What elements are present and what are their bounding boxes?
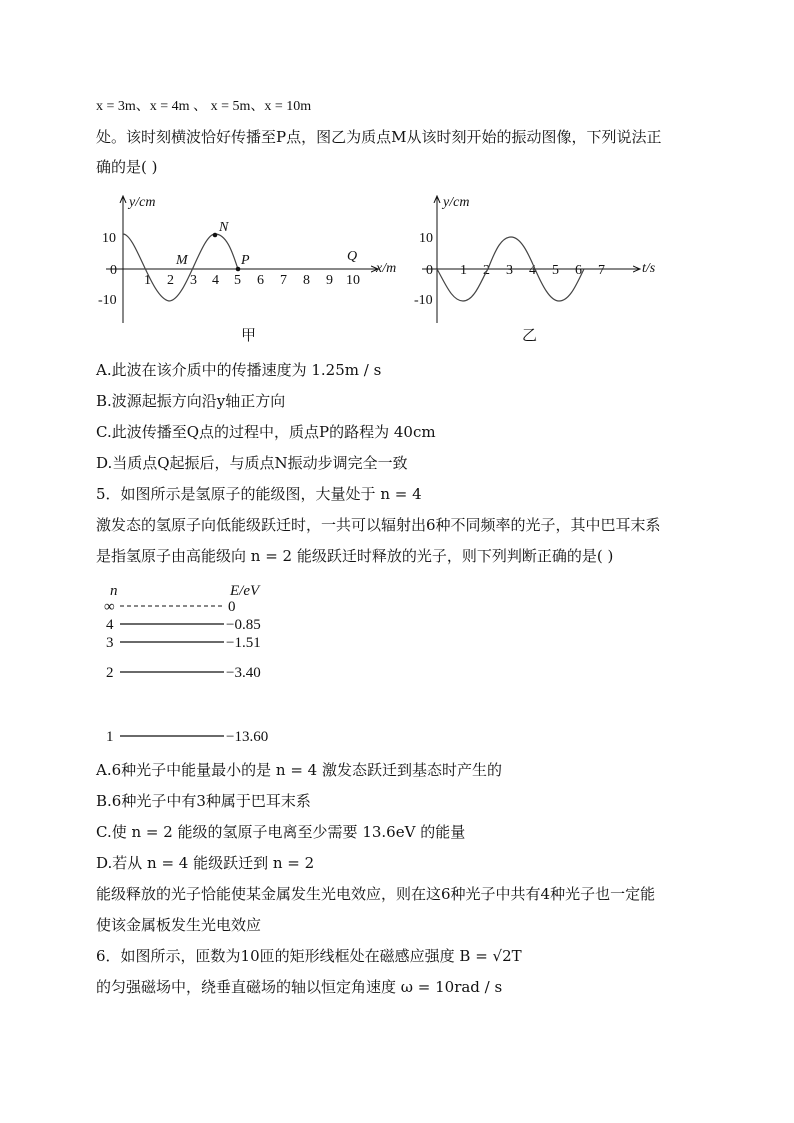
level-n: 4: [106, 617, 114, 633]
y-label: y/cm: [443, 195, 470, 210]
q5-option-a: A.6种光子中能量最小的是 n = 4 激发态跃迁到基态时产生的: [96, 761, 502, 779]
q5-option-c: C.使 n = 2 能级的氢原子电离至少需要 13.6eV 的能量: [96, 823, 466, 841]
n-label: n: [110, 583, 118, 599]
label-p: P: [241, 253, 250, 268]
ttick: 3: [506, 263, 513, 278]
q5-option-d-cont1: 能级释放的光子恰能使某金属发生光电效应，则在这6种光子中共有4种光子也一定能: [96, 885, 656, 903]
ytick-neg10: -10: [414, 293, 433, 308]
xtick: 10: [346, 273, 360, 288]
caption-yi: 乙: [522, 328, 538, 344]
level-e: −0.85: [226, 617, 261, 633]
ytick-0: 0: [110, 263, 117, 278]
level-3: [106, 635, 261, 651]
ttick: 7: [598, 263, 605, 278]
q5-option-d: D.若从 n = 4 能级跃迁到 n = 2: [96, 854, 315, 872]
level-n: 1: [106, 729, 114, 745]
level-e: −3.40: [226, 665, 261, 681]
q4-option-d: D.当质点Q起振后，与质点N振动步调完全一致: [96, 454, 408, 472]
label-n: N: [219, 220, 229, 235]
level-n: 2: [106, 665, 114, 681]
xtick: 1: [144, 273, 151, 288]
q4-option-b: B.波源起振方向沿y轴正方向: [96, 392, 286, 410]
q4-stem-line1: 处。该时刻横波恰好传播至P点，图乙为质点M从该时刻开始的振动图像，下列说法正: [96, 128, 662, 146]
level-e: 0: [228, 599, 236, 615]
label-m: M: [176, 253, 188, 268]
xtick: 5: [234, 273, 241, 288]
wave-graph-jia: [96, 188, 416, 348]
ttick: 2: [483, 263, 490, 278]
ytick-10: 10: [419, 231, 433, 246]
ttick: 1: [460, 263, 467, 278]
q6-line2: 的匀强磁场中，绕垂直磁场的轴以恒定角速度 ω = 10rad / s: [96, 978, 503, 996]
x-label: t/s: [642, 261, 656, 276]
level-e: −1.51: [226, 635, 261, 651]
ttick: 5: [552, 263, 559, 278]
ytick-0: 0: [426, 263, 433, 278]
xtick: 8: [303, 273, 310, 288]
xtick: 3: [190, 273, 197, 288]
energy-level-diagram: [96, 578, 296, 748]
level-n: ∞: [104, 599, 115, 615]
x-label: x/m: [376, 261, 397, 276]
point-n: [213, 233, 218, 238]
vibration-graph-yi: [412, 188, 672, 348]
q5-line1: 5．如图所示是氢原子的能级图，大量处于 n = 4: [96, 485, 422, 503]
q5-option-b: B.6种光子中有3种属于巴耳末系: [96, 792, 311, 810]
q5-line3: 是指氢原子由高能级向 n = 2 能级跃迁时释放的光子，则下列判断正确的是( ): [96, 547, 614, 565]
level-e: −13.60: [226, 729, 269, 745]
level-2: [106, 665, 261, 681]
q5-line2: 激发态的氢原子向低能级跃迁时，一共可以辐射出6种不同频率的光子，其中巴耳末系: [96, 516, 661, 534]
label-q: Q: [347, 249, 358, 264]
ttick: 4: [529, 263, 536, 278]
x-ticks: [144, 273, 360, 288]
q6-line1: 6．如图所示，匝数为10匝的矩形线框处在磁感应强度 B = √2T: [96, 947, 522, 965]
ytick-neg10: -10: [98, 293, 117, 308]
q4-option-a: A.此波在该介质中的传播速度为 1.25m / s: [96, 361, 382, 379]
point-p: [236, 267, 241, 272]
xtick: 2: [167, 273, 174, 288]
level-infinity: [104, 599, 236, 615]
level-1: [106, 729, 268, 745]
positions-line: x = 3m、x = 4m 、 x = 5m、x = 10m: [96, 99, 312, 114]
xtick: 4: [212, 273, 219, 288]
q4-option-c: C.此波传播至Q点的过程中，质点P的路程为 40cm: [96, 423, 436, 441]
ttick: 6: [575, 263, 582, 278]
e-label: E/eV: [230, 583, 260, 599]
xtick: 6: [257, 273, 264, 288]
q4-stem-line2: 确的是( ): [96, 158, 158, 176]
caption-jia: 甲: [241, 328, 257, 344]
q5-option-d-cont2: 使该金属板发生光电效应: [96, 916, 262, 934]
level-n: 3: [106, 635, 114, 651]
xtick: 9: [326, 273, 333, 288]
ytick-10: 10: [102, 231, 116, 246]
xtick: 7: [280, 273, 287, 288]
level-4: [106, 617, 261, 633]
y-label: y/cm: [129, 195, 156, 210]
